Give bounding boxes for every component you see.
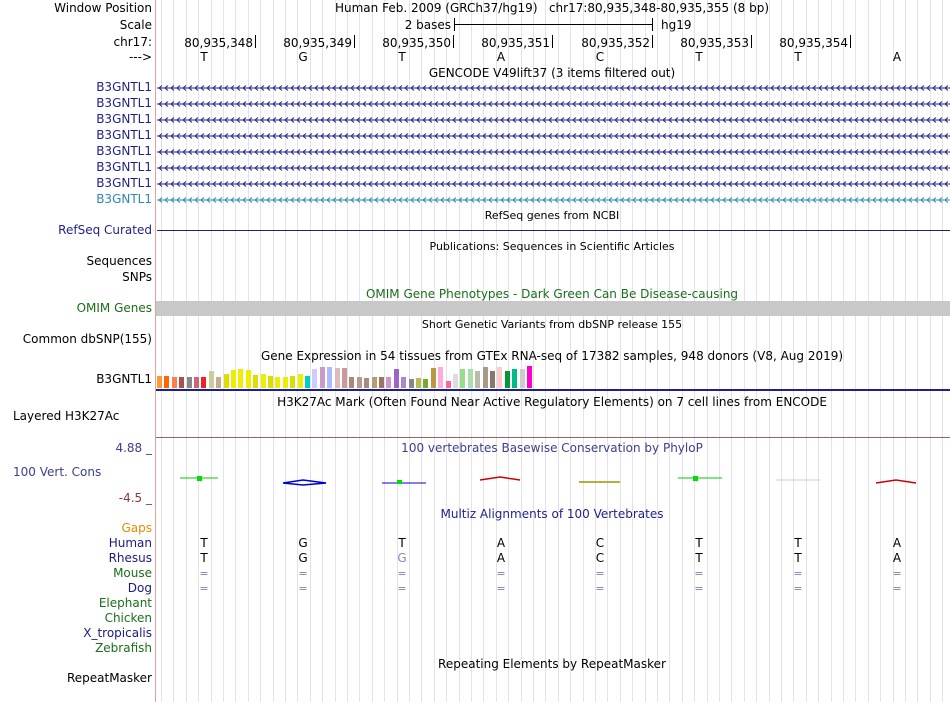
gtex-tissue-bar[interactable] — [357, 377, 362, 388]
db-label: hg19 — [661, 18, 692, 32]
gene-model-line[interactable] — [157, 132, 950, 140]
rhesus-base: G — [298, 551, 308, 565]
gtex-tissue-bar[interactable] — [490, 371, 495, 388]
rhesus-base: T — [794, 551, 802, 565]
dog-base: = — [892, 582, 902, 595]
gtex-tissue-bar[interactable] — [520, 369, 525, 388]
gtex-tissue-bar[interactable] — [394, 369, 399, 388]
coord-tick-label: 80,935,348 — [184, 36, 253, 50]
species-zebrafish: Zebrafish — [95, 641, 152, 655]
cons-mark-1 — [180, 476, 218, 481]
cons-max-label: 4.88 _ — [115, 441, 152, 455]
omim-feature-bar[interactable] — [156, 301, 950, 316]
omim-track-title: OMIM Gene Phenotypes - Dark Green Can Be Disease-causing — [365, 287, 739, 301]
human-base: C — [595, 536, 605, 550]
gtex-tissue-bar[interactable] — [238, 369, 243, 388]
gtex-tissue-bar[interactable] — [512, 369, 517, 388]
position-text: chr17:80,935,348-80,935,355 (8 bp) — [548, 1, 770, 15]
coord-tick — [751, 35, 752, 48]
gtex-tissue-bar[interactable] — [290, 376, 295, 388]
mouse-base: = — [298, 567, 308, 580]
gtex-tissue-bar[interactable] — [179, 377, 184, 388]
species-gaps: Gaps — [121, 521, 152, 535]
gtex-tissue-bar[interactable] — [157, 376, 162, 388]
dbsnp-label[interactable]: Common dbSNP(155) — [22, 332, 152, 346]
gtex-tissue-bar[interactable] — [187, 377, 192, 388]
gtex-tissue-bar[interactable] — [453, 374, 458, 388]
gtex-tissue-bar[interactable] — [194, 377, 199, 388]
gene-model-line[interactable] — [157, 196, 950, 204]
multiz-track-title: Multiz Alignments of 100 Vertebrates — [440, 507, 664, 521]
species-mouse: Mouse — [113, 566, 152, 580]
window-position-label: Window Position — [54, 1, 152, 15]
coord-tick — [552, 35, 553, 48]
species-dog: Dog — [127, 581, 152, 595]
coord-tick — [652, 35, 653, 48]
mouse-base: = — [793, 567, 803, 580]
cons-mark-6 — [678, 476, 722, 481]
gtex-tissue-bar[interactable] — [423, 379, 428, 388]
position-header — [335, 1, 769, 15]
gene-label[interactable]: B3GNTL1 — [96, 144, 152, 158]
gtex-tissue-bar[interactable] — [298, 374, 303, 388]
coord-tick — [850, 35, 851, 48]
gtex-tissue-bar[interactable] — [386, 377, 391, 388]
coord-tick — [354, 35, 355, 48]
gtex-tissue-bar[interactable] — [261, 374, 266, 388]
gtex-tissue-bar[interactable] — [342, 368, 347, 388]
rhesus-base: C — [595, 551, 605, 565]
coord-tick-label: 80,935,354 — [779, 36, 848, 50]
gtex-tissue-bar[interactable] — [216, 377, 221, 388]
scale-label: Scale — [119, 18, 152, 32]
gene-label[interactable]: B3GNTL1 — [96, 96, 152, 110]
repeatmasker-label[interactable]: RepeatMasker — [66, 671, 152, 685]
gtex-tissue-bar[interactable] — [253, 375, 258, 388]
refseq-track-title: RefSeq genes from NCBI — [484, 209, 620, 222]
chrom-label: chr17: — [113, 35, 152, 49]
base-letter: T — [200, 50, 208, 64]
coord-tick — [255, 35, 256, 48]
gtex-tissue-bar[interactable] — [446, 381, 451, 388]
base-letter: A — [496, 50, 506, 64]
h3k27ac-baseline — [156, 437, 950, 438]
human-base: T — [695, 536, 703, 550]
base-letter: G — [298, 50, 308, 64]
base-letter: T — [794, 50, 802, 64]
scale-bar — [454, 24, 653, 25]
coord-tick-label: 80,935,349 — [283, 36, 352, 50]
gtex-tissue-bar[interactable] — [312, 369, 317, 388]
conservation-plot[interactable] — [156, 466, 950, 494]
gtex-tissue-bar[interactable] — [431, 368, 436, 388]
gene-model-line[interactable] — [157, 164, 950, 172]
gtex-tissue-bar[interactable] — [320, 367, 325, 388]
gtex-tissue-bar[interactable] — [527, 366, 532, 388]
conservation-track-title: 100 vertebrates Basewise Conservation by PhyloP — [401, 441, 703, 455]
gtex-tissue-bar[interactable] — [409, 379, 414, 388]
gencode-track-title: GENCODE V49lift37 (3 items filtered out) — [428, 66, 676, 80]
gtex-label[interactable]: B3GNTL1 — [96, 372, 152, 386]
human-base: A — [892, 536, 902, 550]
gene-model-line[interactable] — [157, 84, 950, 92]
human-base: T — [398, 536, 406, 550]
gtex-tissue-bar[interactable] — [231, 370, 236, 388]
species-elephant: Elephant — [98, 596, 152, 610]
snps-label[interactable]: SNPs — [122, 270, 152, 284]
gene-model-line[interactable] — [157, 100, 950, 108]
mouse-base: = — [199, 567, 209, 580]
dog-base: = — [199, 582, 209, 595]
gtex-tissue-bar[interactable] — [438, 367, 443, 388]
gtex-tissue-bar[interactable] — [505, 371, 510, 388]
coord-tick-label: 80,935,352 — [581, 36, 650, 50]
species-chicken: Chicken — [104, 611, 152, 625]
gtex-tissue-bar[interactable] — [172, 377, 177, 388]
mouse-base: = — [595, 567, 605, 580]
mouse-base: = — [496, 567, 506, 580]
gtex-tissue-bar[interactable] — [401, 377, 406, 388]
gtex-tissue-bar[interactable] — [460, 369, 465, 388]
gtex-tissue-bar[interactable] — [416, 378, 421, 388]
gtex-tissue-bar[interactable] — [224, 374, 229, 388]
coord-tick-label: 80,935,351 — [481, 36, 550, 50]
human-base: A — [496, 536, 506, 550]
strand-label: ---> — [128, 50, 152, 64]
h3k27ac-label[interactable]: Layered H3K27Ac — [13, 409, 120, 423]
rhesus-base: T — [200, 551, 208, 565]
cons-mark-2 — [283, 480, 326, 485]
gtex-tissue-bar[interactable] — [305, 376, 310, 388]
gene-label[interactable]: B3GNTL1 — [96, 112, 152, 126]
track-label-column — [0, 0, 155, 702]
human-base: T — [200, 536, 208, 550]
gene-label[interactable]: B3GNTL1 — [96, 176, 152, 190]
refseq-gene-line[interactable] — [157, 230, 950, 231]
scale-bar-right-cap — [652, 18, 653, 31]
mouse-base: = — [694, 567, 704, 580]
coord-tick — [453, 35, 454, 48]
publications-track-title: Publications: Sequences in Scientific Articles — [429, 240, 675, 253]
h3k27ac-track-title: H3K27Ac Mark (Often Found Near Active Regulatory Elements) on 7 cell lines from ENCODE — [277, 395, 827, 409]
dbsnp-track-title: Short Genetic Variants from dbSNP release 155 — [421, 318, 683, 331]
dog-base: = — [595, 582, 605, 595]
gtex-tissue-bar[interactable] — [327, 367, 332, 388]
gene-label[interactable]: B3GNTL1 — [96, 160, 152, 174]
gene-label[interactable]: B3GNTL1 — [96, 80, 152, 94]
gtex-tissue-bar[interactable] — [475, 371, 480, 388]
assembly-title: Human Feb. 2009 (GRCh37/hg19) — [334, 1, 538, 15]
gtex-track-title: Gene Expression in 54 tissues from GTEx RNA-seq of 17382 samples, 948 donors (V8, Aug 2019) — [260, 349, 844, 363]
rhesus-base: A — [496, 551, 506, 565]
dog-base: = — [694, 582, 704, 595]
mouse-base: = — [892, 567, 902, 580]
gtex-tissue-bar[interactable] — [497, 367, 502, 388]
gtex-tissue-bar[interactable] — [209, 371, 214, 388]
rhesus-base: T — [695, 551, 703, 565]
species-xtropicalis: X_tropicalis — [83, 626, 152, 640]
human-base: G — [298, 536, 308, 550]
rhesus-base: A — [892, 551, 902, 565]
gene-model-line[interactable] — [157, 148, 950, 156]
base-letter: A — [892, 50, 902, 64]
sequences-label[interactable]: Sequences — [86, 254, 152, 268]
base-letter: C — [595, 50, 605, 64]
dog-base: = — [397, 582, 407, 595]
dog-base: = — [793, 582, 803, 595]
gtex-tissue-bar[interactable] — [164, 376, 169, 388]
coord-tick-label: 80,935,353 — [680, 36, 749, 50]
gtex-tissue-bar[interactable] — [483, 367, 488, 388]
gtex-tissue-bar[interactable] — [201, 377, 206, 388]
repeatmasker-track-title: Repeating Elements by RepeatMasker — [438, 657, 666, 671]
dog-base: = — [496, 582, 506, 595]
gene-model-line[interactable] — [157, 116, 950, 124]
gtex-tissue-bar[interactable] — [283, 377, 288, 388]
base-letter: T — [695, 50, 703, 64]
cons-mark-4 — [480, 477, 520, 480]
gtex-tissue-bar[interactable] — [468, 369, 473, 388]
gtex-tissue-bar[interactable] — [364, 378, 369, 388]
gtex-tissue-bar[interactable] — [379, 377, 384, 388]
rhesus-base-mismatch: G — [397, 551, 407, 565]
species-human: Human — [108, 536, 152, 550]
gtex-tissue-bar[interactable] — [268, 376, 273, 388]
cons-min-label: -4.5 _ — [118, 491, 152, 505]
scale-text: 2 bases — [404, 18, 451, 32]
coord-tick-label: 80,935,350 — [382, 36, 451, 50]
omim-label[interactable]: OMIM Genes — [76, 301, 152, 315]
gtex-tissue-bar[interactable] — [246, 370, 251, 388]
gene-label[interactable]: B3GNTL1 — [96, 128, 152, 142]
cons-label[interactable]: 100 Vert. Cons — [13, 465, 102, 479]
gtex-tissue-bar[interactable] — [275, 377, 280, 388]
gtex-separator — [156, 389, 950, 391]
gtex-tissue-bar[interactable] — [335, 368, 340, 388]
species-rhesus: Rhesus — [108, 551, 152, 565]
gene-model-line[interactable] — [157, 180, 950, 188]
cons-mark-3 — [382, 480, 426, 484]
gtex-tissue-bar[interactable] — [372, 377, 377, 388]
base-letter: T — [398, 50, 406, 64]
refseq-label[interactable]: RefSeq Curated — [58, 223, 152, 237]
dog-base: = — [298, 582, 308, 595]
cons-mark-8 — [876, 480, 916, 483]
gtex-tissue-bar[interactable] — [349, 377, 354, 388]
scale-bar-left-cap — [454, 18, 455, 31]
gene-label[interactable]: B3GNTL1 — [96, 192, 152, 206]
human-base: T — [794, 536, 802, 550]
mouse-base: = — [397, 567, 407, 580]
